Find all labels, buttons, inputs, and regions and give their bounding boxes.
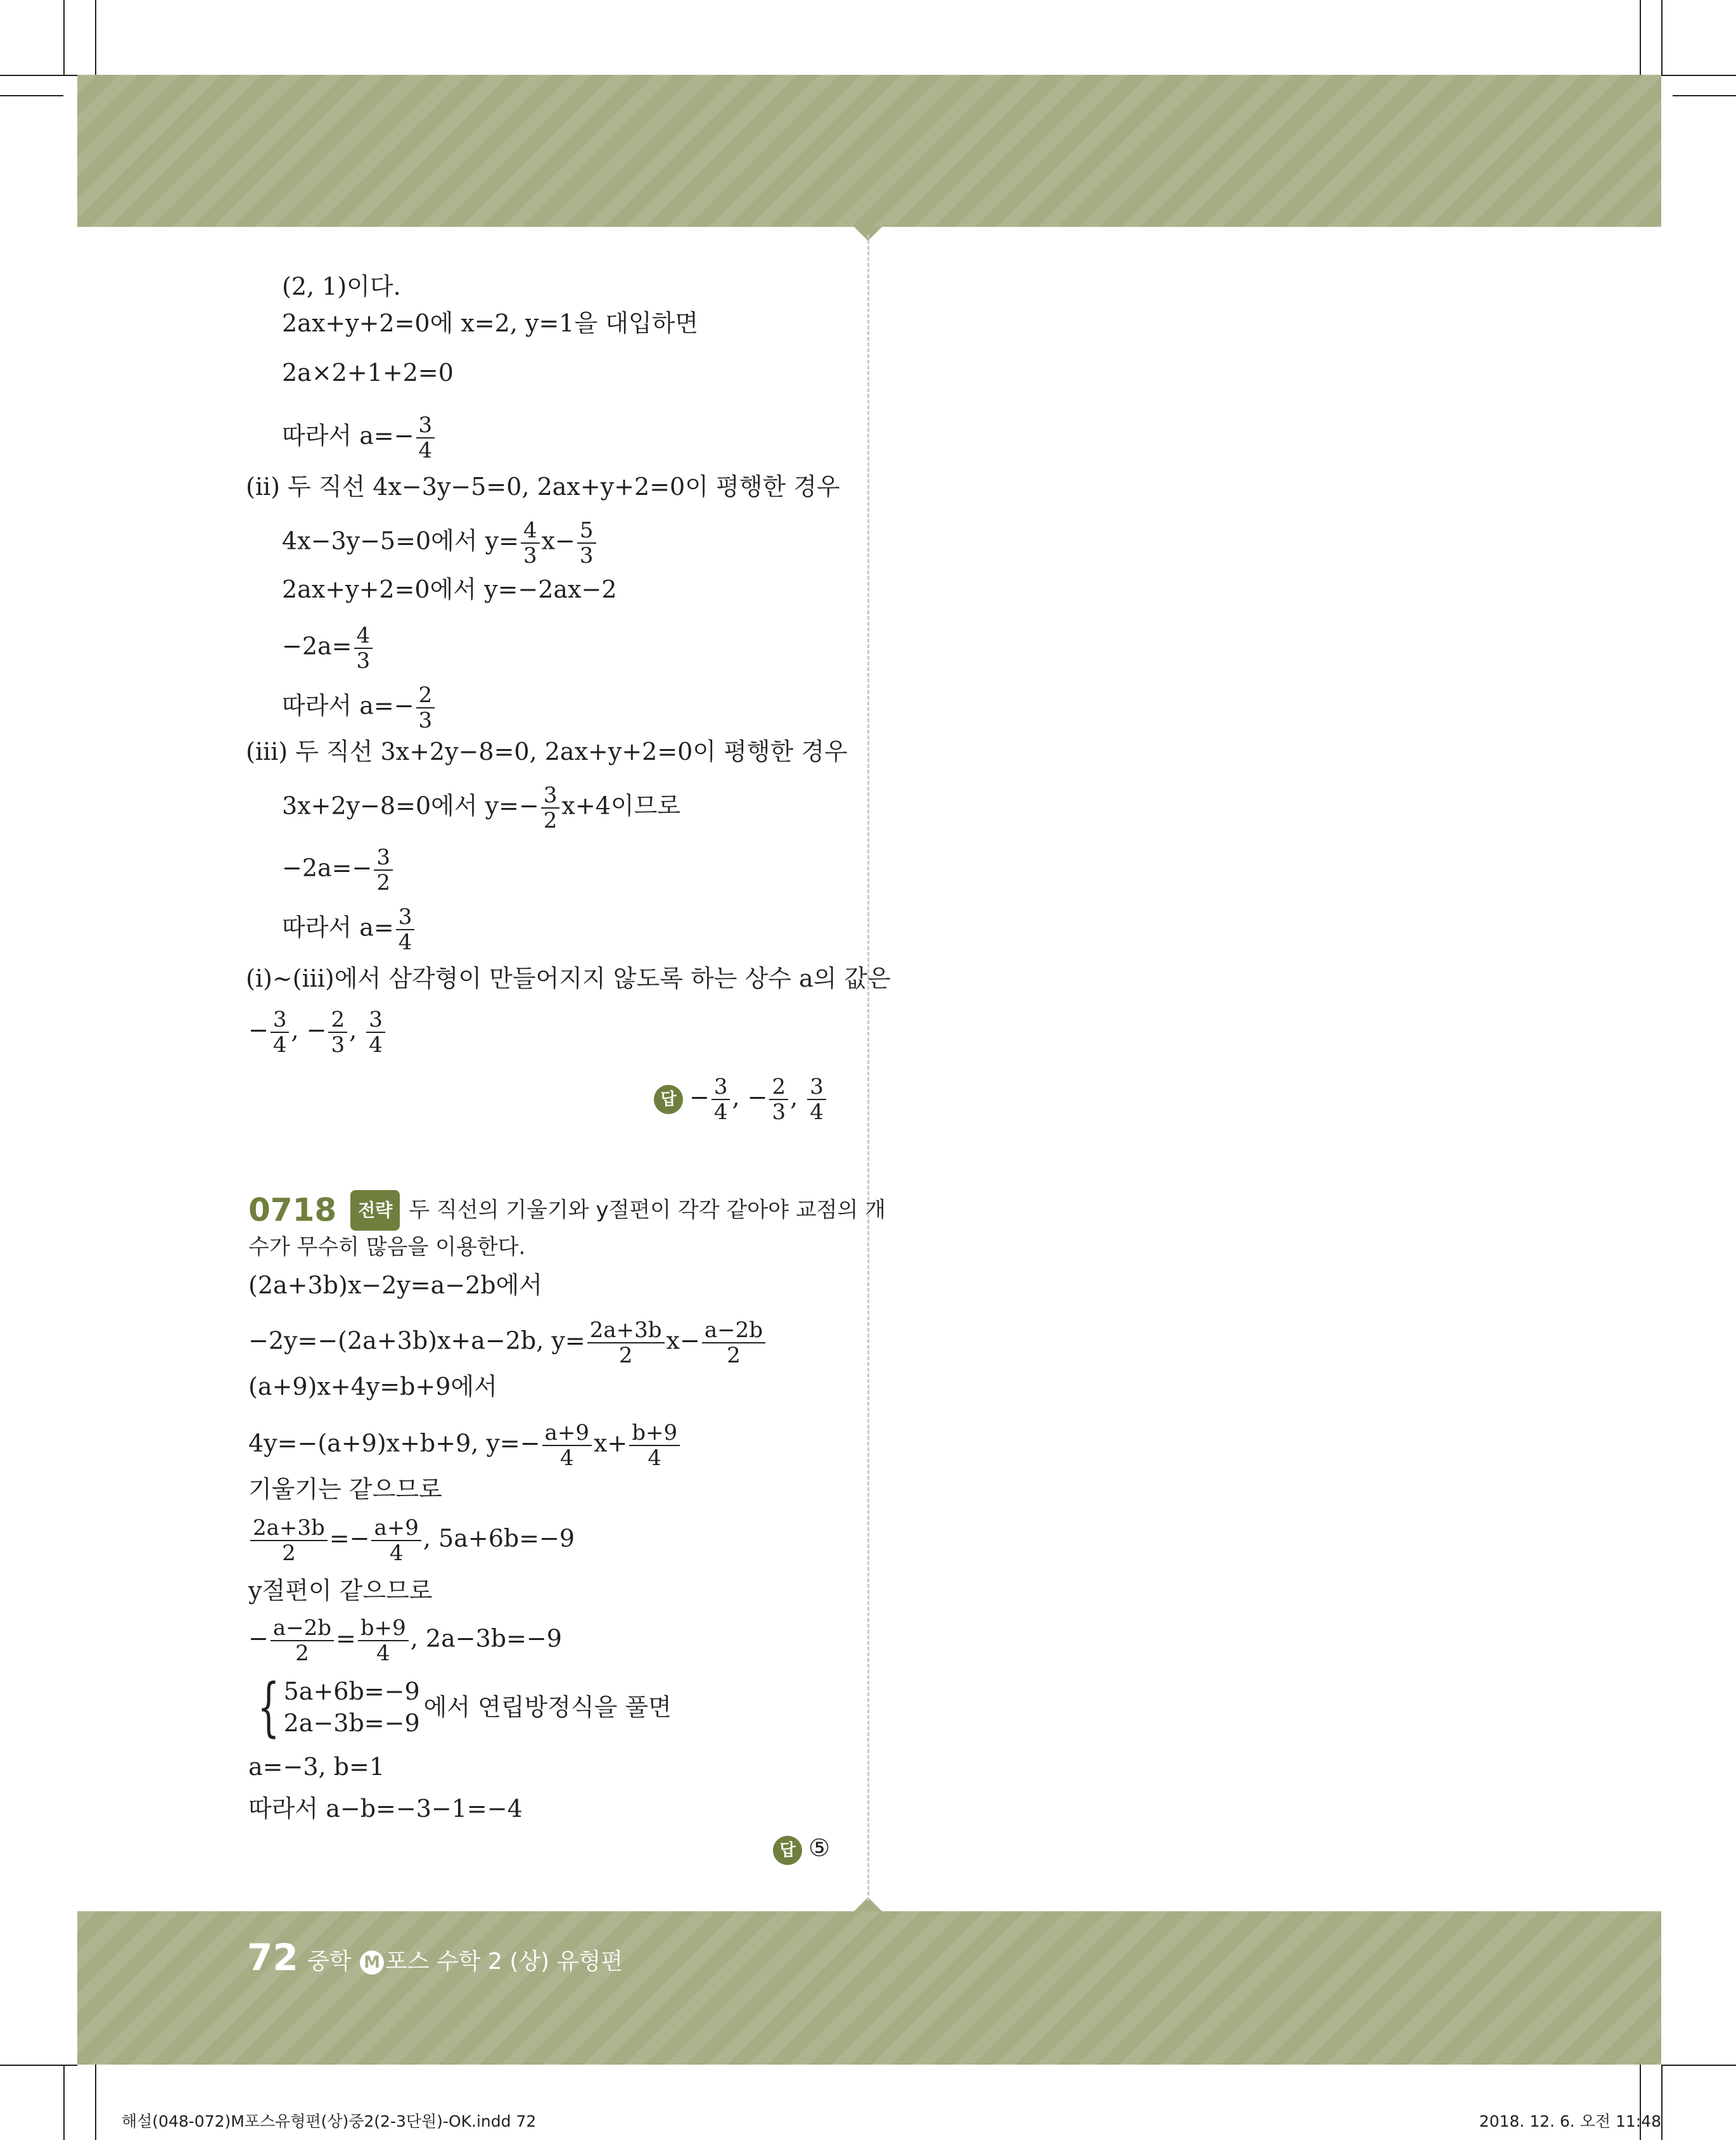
crop-mark <box>63 2065 65 2140</box>
conclusion-values <box>248 1008 387 1057</box>
denominator: 2 <box>618 1343 633 1368</box>
strategy-text: 두 직선의 기울기와 y절편이 각각 같아야 교점의 개 <box>409 1197 886 1223</box>
crop-mark <box>1661 2065 1736 2066</box>
text: , − <box>732 1083 768 1112</box>
fraction <box>521 518 540 568</box>
answer-value: ⑤ <box>808 1834 831 1862</box>
file-slug: 해설(048-072)M포스유형편(상)중2(2-3단원)-OK.indd 72 <box>122 2112 537 2130</box>
crop-mark <box>1673 95 1736 96</box>
denominator: 2 <box>282 1541 296 1566</box>
crop-mark <box>1661 2065 1663 2140</box>
fraction <box>358 1616 409 1665</box>
numerator: 2 <box>328 1008 347 1033</box>
denominator: 4 <box>369 1032 383 1058</box>
system-row: 5a+6b=−9 <box>283 1677 420 1705</box>
text: 중학 <box>307 1949 352 1975</box>
solution-line <box>248 1616 562 1665</box>
crop-mark <box>95 0 96 75</box>
denominator: 4 <box>559 1445 574 1471</box>
denominator: 3 <box>579 543 594 568</box>
conclusion-line: (i)~(iii)에서 삼각형이 만들어지지 않도록 하는 상수 a의 값은 <box>246 964 891 992</box>
numerator: 2 <box>769 1075 788 1100</box>
text: x+4이므로 <box>561 791 680 820</box>
denominator: 2 <box>543 808 558 833</box>
text: , <box>349 1016 365 1044</box>
numerator: a−2b <box>702 1318 765 1343</box>
crop-mark <box>0 75 77 76</box>
denominator: 4 <box>398 930 412 955</box>
text: −2a=− <box>282 854 373 882</box>
fraction <box>354 624 373 673</box>
denominator: 4 <box>376 1641 390 1666</box>
fraction <box>396 905 415 954</box>
solution-line <box>248 1421 682 1470</box>
text: −2y=−(2a+3b)x+a−2b, y= <box>248 1326 585 1355</box>
text: , 5a+6b=−9 <box>423 1524 575 1553</box>
brace: { <box>257 1669 280 1744</box>
text: 4y=−(a+9)x+b+9, y=− <box>248 1429 540 1458</box>
numerator: a+9 <box>371 1516 421 1541</box>
numerator: 2a+3b <box>250 1516 328 1541</box>
text: 따라서 a=− <box>282 691 414 720</box>
solution-line: 따라서 a−b=−3−1=−4 <box>248 1795 523 1823</box>
text: − <box>248 1624 269 1653</box>
text: 에서 연립방정식을 풀면 <box>423 1693 672 1721</box>
fraction <box>328 1008 347 1057</box>
strategy-badge: 전략 <box>350 1190 400 1231</box>
denominator: 4 <box>389 1541 404 1566</box>
page-number: 72 <box>247 1936 298 1979</box>
text: , 2a−3b=−9 <box>410 1624 562 1653</box>
fraction <box>769 1075 788 1124</box>
denominator: 4 <box>810 1099 824 1125</box>
numerator: 3 <box>416 413 435 439</box>
numerator: 3 <box>541 783 560 809</box>
text: − <box>248 1016 269 1044</box>
denominator: 3 <box>418 708 433 733</box>
fraction <box>587 1318 665 1368</box>
solution-line: 2ax+y+2=0에서 y=−2ax−2 <box>282 575 617 603</box>
numerator: 3 <box>366 1008 385 1033</box>
crop-mark <box>63 0 65 75</box>
solution-line: y절편이 같으므로 <box>248 1577 433 1605</box>
fraction <box>702 1318 765 1368</box>
fraction <box>366 1008 385 1057</box>
fraction <box>271 1616 334 1665</box>
solution-line <box>282 413 437 463</box>
denominator: 3 <box>331 1032 345 1058</box>
denominator: 4 <box>272 1032 287 1058</box>
crop-mark <box>1661 0 1663 75</box>
crop-mark <box>0 2065 77 2066</box>
solution-line: (a+9)x+4y=b+9에서 <box>248 1373 497 1400</box>
denominator: 4 <box>713 1099 728 1125</box>
crop-mark <box>95 2065 96 2140</box>
text: 따라서 a=− <box>282 421 414 450</box>
solution-line <box>282 624 374 673</box>
problem-header <box>248 1189 886 1231</box>
denominator: 2 <box>727 1343 741 1368</box>
solution-line <box>248 1516 575 1565</box>
fraction <box>577 518 596 568</box>
solution-line <box>248 1318 767 1368</box>
answer-badge: 답 <box>654 1085 683 1114</box>
solution-line: 기울기는 같으므로 <box>248 1475 442 1503</box>
numerator: 3 <box>807 1075 826 1100</box>
numerator: b+9 <box>358 1616 409 1641</box>
solution-line: 2ax+y+2=0에 x=2, y=1을 대입하면 <box>282 309 699 337</box>
book-title <box>307 1944 623 1976</box>
text: −2a= <box>282 632 352 660</box>
denominator: 2 <box>295 1641 309 1666</box>
numerator: 3 <box>271 1008 290 1033</box>
text: x− <box>666 1326 700 1355</box>
system-row: 2a−3b=−9 <box>283 1708 420 1737</box>
fraction <box>629 1421 680 1470</box>
equation-system <box>248 1669 672 1744</box>
denominator: 4 <box>418 438 433 463</box>
fraction <box>371 1516 421 1565</box>
numerator: a+9 <box>542 1421 592 1446</box>
footer-band <box>77 1911 1661 2065</box>
text: 따라서 a= <box>282 913 394 942</box>
solution-line <box>282 683 437 733</box>
solution-line: (2, 1)이다. <box>282 272 401 300</box>
fraction <box>807 1075 826 1124</box>
fraction <box>542 1421 592 1470</box>
problem-number: 0718 <box>248 1191 337 1229</box>
solution-line: 2a×2+1+2=0 <box>282 359 454 387</box>
m-logo-icon: M <box>360 1951 384 1975</box>
text: x− <box>541 527 575 555</box>
numerator: 5 <box>577 518 596 544</box>
fraction <box>416 413 435 463</box>
text: 4x−3y−5=0에서 y= <box>282 527 519 555</box>
fraction <box>541 783 560 833</box>
numerator: 2 <box>416 683 435 708</box>
solution-line <box>282 783 680 833</box>
numerator: 4 <box>354 624 373 649</box>
case-heading: (iii) 두 직선 3x+2y−8=0, 2ax+y+2=0이 평행한 경우 <box>246 738 848 766</box>
numerator: 3 <box>712 1075 731 1100</box>
case-heading: (ii) 두 직선 4x−3y−5=0, 2ax+y+2=0이 평행한 경우 <box>246 473 840 501</box>
strategy-text: 수가 무수히 많음을 이용한다. <box>248 1234 526 1260</box>
solution-line <box>282 905 416 954</box>
denominator: 4 <box>648 1445 662 1471</box>
numerator: 4 <box>521 518 540 544</box>
solution-line: (2a+3b)x−2y=a−2b에서 <box>248 1271 542 1299</box>
numerator: a−2b <box>271 1616 334 1641</box>
fraction <box>271 1008 290 1057</box>
denominator: 3 <box>523 543 537 568</box>
crop-mark <box>0 95 63 96</box>
denominator: 3 <box>772 1099 786 1125</box>
column-divider <box>867 234 869 1901</box>
fraction <box>712 1075 731 1124</box>
denominator: 2 <box>376 870 390 895</box>
header-band <box>77 75 1661 227</box>
numerator: b+9 <box>629 1421 680 1446</box>
answer-badge: 답 <box>773 1836 802 1865</box>
fraction <box>416 683 435 733</box>
text: = <box>336 1624 356 1653</box>
text: , − <box>291 1016 327 1044</box>
numerator: 3 <box>396 905 415 930</box>
text: 3x+2y−8=0에서 y=− <box>282 791 539 820</box>
text: 포스 수학 2 (상) 유형편 <box>385 1949 623 1975</box>
text: − <box>689 1083 710 1112</box>
fraction <box>374 845 393 895</box>
solution-line <box>282 518 598 568</box>
print-date: 2018. 12. 6. 오전 11:48 <box>1479 2112 1661 2130</box>
numerator: 3 <box>374 845 393 871</box>
text: x+ <box>593 1429 628 1458</box>
answer-line <box>654 1075 828 1124</box>
denominator: 3 <box>356 648 371 674</box>
fraction <box>250 1516 328 1565</box>
solution-line <box>282 845 395 895</box>
crop-mark <box>1661 75 1736 76</box>
text: , <box>790 1083 806 1112</box>
answer-line <box>773 1833 830 1865</box>
system-rows <box>284 1675 420 1739</box>
numerator: 2a+3b <box>587 1318 665 1343</box>
solution-line: a=−3, b=1 <box>248 1753 385 1781</box>
text: =− <box>329 1524 370 1553</box>
crop-mark <box>1640 0 1641 75</box>
